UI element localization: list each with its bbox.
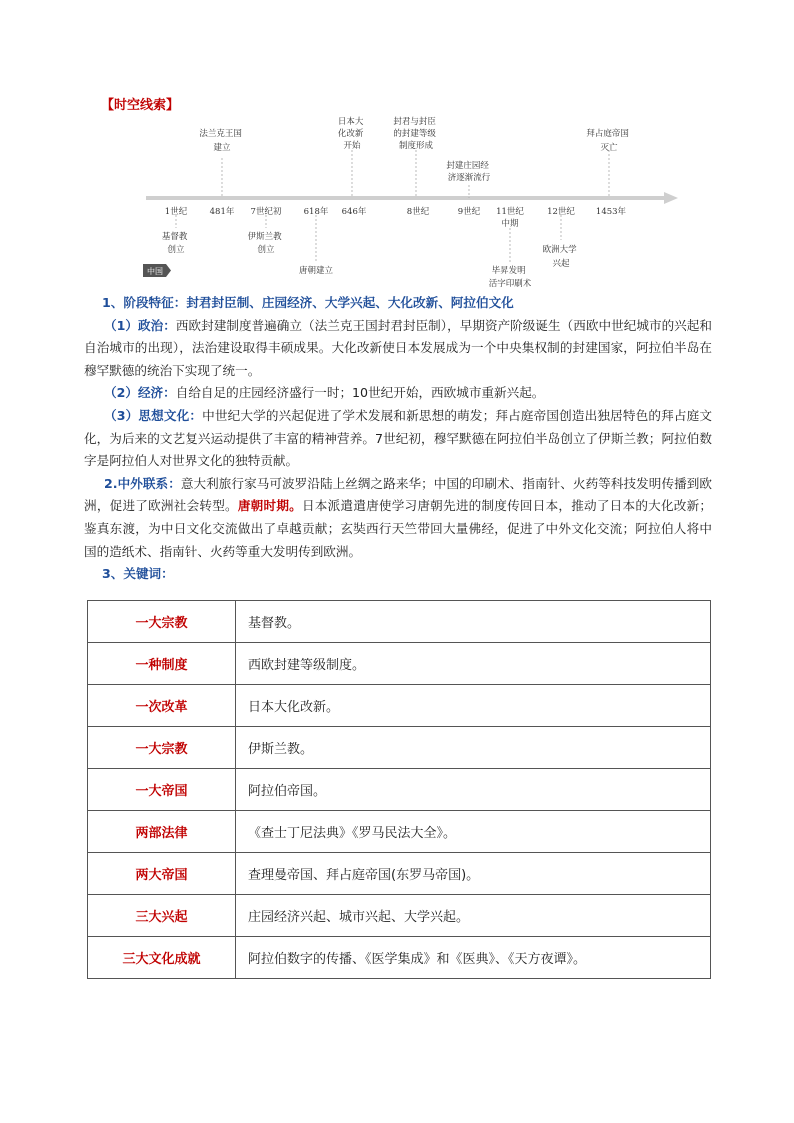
text-relations-2: 日本派遣遣唐使学习唐朝先进的制度传回日本，推动了日本的大化改新；鉴真东渡，为中日文化交流做出了卓越贡献；玄奘西行天竺带回大量佛经，促进了中外文化交流；阿拉伯人将中国的造纸术、指南针、火药等重大发明传到欧洲。: [84, 498, 713, 559]
timeline-diagram: [0, 0, 794, 300]
keyword-value-cell: 阿拉伯帝国。: [236, 769, 711, 811]
lower-label-printing: 毕昇发明 活字印刷术: [488, 266, 532, 289]
keyword-value-cell: 查理曼帝国、拜占庭帝国(东罗马帝国)。: [236, 853, 711, 895]
keyword-value-cell: 阿拉伯数字的传播、《医学集成》和《医典》、《天方夜谭》。: [236, 937, 711, 979]
label-culture: （3）思想文化：: [104, 407, 203, 423]
lower-label-tang: 唐朝建立: [298, 266, 334, 276]
main-content: [84, 292, 712, 586]
upper-label-byzantine: 拜占庭帝国 灭亡: [586, 129, 629, 153]
tick-label: 7世纪初: [250, 207, 282, 217]
keywords-table: [87, 600, 711, 979]
label-relations: 2.中外联系：: [104, 475, 181, 491]
tick-label: 9世纪: [457, 207, 481, 217]
keyword-value-cell: 《查士丁尼法典》《罗马民法大全》。: [236, 811, 711, 853]
upper-label-frankish: 法兰克王国 建立: [199, 129, 242, 153]
tick-label: 646年: [341, 207, 367, 217]
label-economy: （2）经济：: [104, 385, 176, 401]
table-row: [88, 643, 711, 685]
text-culture: 中世纪大学的兴起促进了学术发展和新思想的萌发；拜占庭帝国创造出独居特色的拜占庭文化，为后来的文艺复兴运动提供了丰富的精神营养。7世纪初，穆罕默德在阿拉伯半岛创立了伊斯兰教；阿拉伯数字是阿拉伯人对世界文化的独特贡献。: [84, 407, 713, 469]
keyword-cell: 一种制度: [88, 643, 236, 685]
table-row: [88, 895, 711, 937]
table-row: [88, 769, 711, 811]
table-row: [88, 811, 711, 853]
keyword-value-cell: 日本大化改新。: [236, 685, 711, 727]
keyword-cell: 三大兴起: [88, 895, 236, 937]
keyword-cell: 一次改革: [88, 685, 236, 727]
lower-label-university: 欧洲大学 兴起: [542, 245, 577, 269]
keyword-cell: 一大宗教: [88, 727, 236, 769]
upper-label-taika: 日本大 化改新 开始: [337, 117, 364, 151]
label-politics: （1）政治：: [104, 317, 176, 333]
keyword-cell: 一大帝国: [88, 769, 236, 811]
lower-label-christianity: 基督教 创立: [161, 232, 188, 255]
timeline-arrowhead: [664, 192, 678, 204]
heading-stage-features: 1、阶段特征：封君封臣制、庄园经济、大学兴起、大化改新、阿拉伯文化: [102, 295, 514, 310]
paragraph-economy: [84, 382, 712, 405]
table-row: [88, 601, 711, 643]
keyword-cell: 两部法律: [88, 811, 236, 853]
upper-label-feudal: 封君与封臣 的封建等级 制度形成: [393, 117, 436, 151]
paragraph-relations: [84, 473, 712, 563]
keyword-value-cell: 基督教。: [236, 601, 711, 643]
china-tag: [143, 264, 171, 277]
lower-label-islam: 伊斯兰教 创立: [247, 232, 282, 255]
keyword-value-cell: 庄园经济兴起、城市兴起、大学兴起。: [236, 895, 711, 937]
tick-label: 1世纪: [164, 207, 188, 217]
table-row: [88, 727, 711, 769]
section-label: 【时空线索】: [101, 98, 180, 113]
text-economy: 自给自足的庄园经济盛行一时；10世纪开始，西欧城市重新兴起。: [175, 385, 545, 401]
tick-label: 481年: [209, 207, 235, 217]
tick-label: 1453年: [595, 207, 627, 217]
label-tang-period: 唐朝时期。: [237, 498, 302, 514]
paragraph-culture: [84, 405, 712, 473]
keyword-cell: 一大宗教: [88, 601, 236, 643]
paragraph-politics: [84, 315, 712, 383]
keyword-value-cell: 西欧封建等级制度。: [236, 643, 711, 685]
table-row: [88, 853, 711, 895]
upper-label-manor: 封建庄园经 济逐渐流行: [446, 161, 491, 183]
tick-label: 618年: [303, 207, 329, 217]
text-relations-1: 意大利旅行家马可波罗沿陆上丝绸之路来华；中国的印刷术、指南针、火药等科技发明传播到欧洲，促进了欧洲社会转型。: [84, 475, 712, 514]
tick-label: 11世纪: [496, 207, 524, 217]
keyword-cell: 三大文化成就: [88, 937, 236, 979]
heading-keywords: 3、关键词：: [102, 566, 174, 582]
table-row: [88, 685, 711, 727]
tick-label: 中期: [501, 219, 519, 229]
svg-text:中国: 中国: [147, 267, 163, 276]
table-row: [88, 937, 711, 979]
tick-label: 12世纪: [547, 207, 575, 217]
tick-label: 8世纪: [406, 207, 430, 217]
text-politics: 西欧封建制度普遍确立（法兰克王国封君封臣制），早期资产阶级诞生（西欧中世纪城市的兴起和自治城市的出现），法治建设取得丰硕成果。大化改新使日本发展成为一个中央集权制的封建国家，阿拉伯半岛在穆罕默德的统治下实现了统一。: [84, 317, 713, 378]
keyword-cell: 两大帝国: [88, 853, 236, 895]
keyword-value-cell: 伊斯兰教。: [236, 727, 711, 769]
